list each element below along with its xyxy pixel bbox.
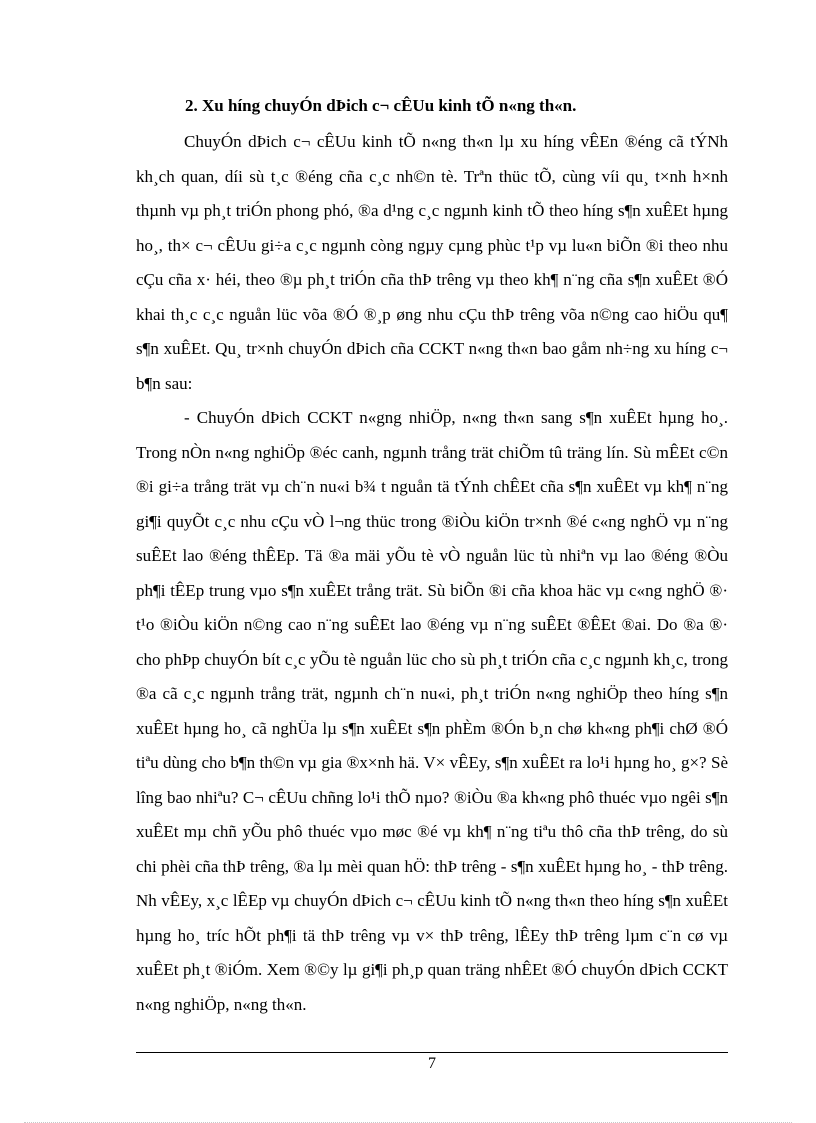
footer-divider bbox=[136, 1052, 728, 1053]
body-text bbox=[136, 125, 728, 1022]
page-number: 7 bbox=[428, 1055, 436, 1072]
paragraph-trend-1: - ChuyÓn dÞich CCKT n«gng nhiÖp, n«ng th«n sang s¶n xuÊEt hµng ho¸. Trong nÒn n«ng nghiÖp ®éc canh, ngµnh trång trät chiÕm tû träng lín. Sù mÊEt c©n ®i gi÷a trång trät vµ ch¨n nu«i b¾ t nguån tä tÝnh chÊEt cña s¶n xuÊEt vµ kh¶ n¨ng gi¶i quyÕt c¸c nhu cÇu vÒ l¬ng thüc trong ®iÒu kiÖn tr×nh ®é c«ng nghÖ vµ n¨ng suÊEt lao ®éng thÊEp. Tä ®a mäi yÕu tè vÒ nguån lüc tù nhiªn vµ lao ®éng ®Òu ph¶i tÊEp trung vµo s¶n xuÊEt trång trät. Sù biÕn ®i cña khoa häc vµ c«ng nghÖ ®· t¹o ®iÒu kiÖn n©ng cao n¨ng suÊEt lao ®éng vµ n¨ng suÊEt ®ÊEt ®ai. Do ®a ®· cho phÞp chuyÓn bít c¸c yÕu tè nguån lüc cho sù ph¸t triÓn cña c¸c ngµnh kh¸c, trong ®a cã c¸c ngµnh trång trät, ngµnh ch¨n nu«i, ph¸t triÓn n«ng nghiÖp theo híng s¶n xuÊEt hµng ho¸ cã nghÜa lµ s¶n xuÊEt s¶n phÈm ®Ón b¸n chø kh«ng ph¶i chØ ®Ó tiªu dùng cho b¶n th©n vµ gia ®x×nh hä. V× vÊEy, s¶n xuÊEt ra lo¹i hµng ho¸ g×? Sè lîng bao nhiªu? C¬ cÊUu chñng lo¹i thÕ nµo? ®iÒu ®a kh«ng phô thuéc vµo ngêi s¶n xuÊEt mµ chñ yÕu phô thuéc vµo møc ®é vµ kh¶ n¨ng tiªu thô cña thÞ trêng, do sù chi phèi cña thÞ trêng, ®a lµ mèi quan hÖ: thÞ trêng - s¶n xuÊEt hµng ho¸ - thÞ trêng. Nh vÊEy, x¸c lÊEp vµ chuyÓn dÞich c¬ cÊUu kinh tÕ n«ng th«n theo híng s¶n xuÊEt hµng ho¸ tríc hÕt ph¶i tä thÞ trêng vµ v× thÞ trêng, lÊEy thÞ trêng lµm c¨n cø vµ xuÊEt ph¸t ®iÓm. Xem ®©y lµ gi¶i ph¸p quan träng nhÊEt ®Ó chuyÓn dÞich CCKT n«ng nghiÖp, n«ng th«n. bbox=[136, 408, 728, 1014]
paragraph-intro: ChuyÓn dÞich c¬ cÊUu kinh tÕ n«ng th«n lµ xu híng vÊEn ®éng cã tÝNh kh¸ch quan, díi sù t¸c ®éng cña c¸c nh©n tè. Trªn thüc tÕ, cùng víi qu¸ t×nh h×nh thµnh vµ ph¸t triÓn phong phó, ®a d¹ng c¸c ngµnh kinh tÕ theo híng s¶n xuÊEt hµng ho¸, th× c¬ cÊUu gi÷a c¸c ngµnh còng ngµy cµng phùc t¹p vµ lu«n biÕn ®i theo nhu cÇu cña x· héi, theo ®µ ph¸t triÓn cña thÞ trêng vµ theo kh¶ n¨ng cña s¶n xuÊEt ®Ó khai th¸c c¸c nguån lüc võa ®Ó ®¸p øng nhu cÇu thÞ trêng võa n©ng cao hiÖu qu¶ s¶n xuÊEt. Qu¸ tr×nh chuyÓn dÞich cña CCKT n«ng th«n bao gåm nh÷ng xu híng c¬ b¶n sau: bbox=[136, 132, 728, 393]
section-heading: 2. Xu híng chuyÓn dÞich c¬ cÊUu kinh tÕ n«ng th«n. bbox=[185, 96, 577, 115]
